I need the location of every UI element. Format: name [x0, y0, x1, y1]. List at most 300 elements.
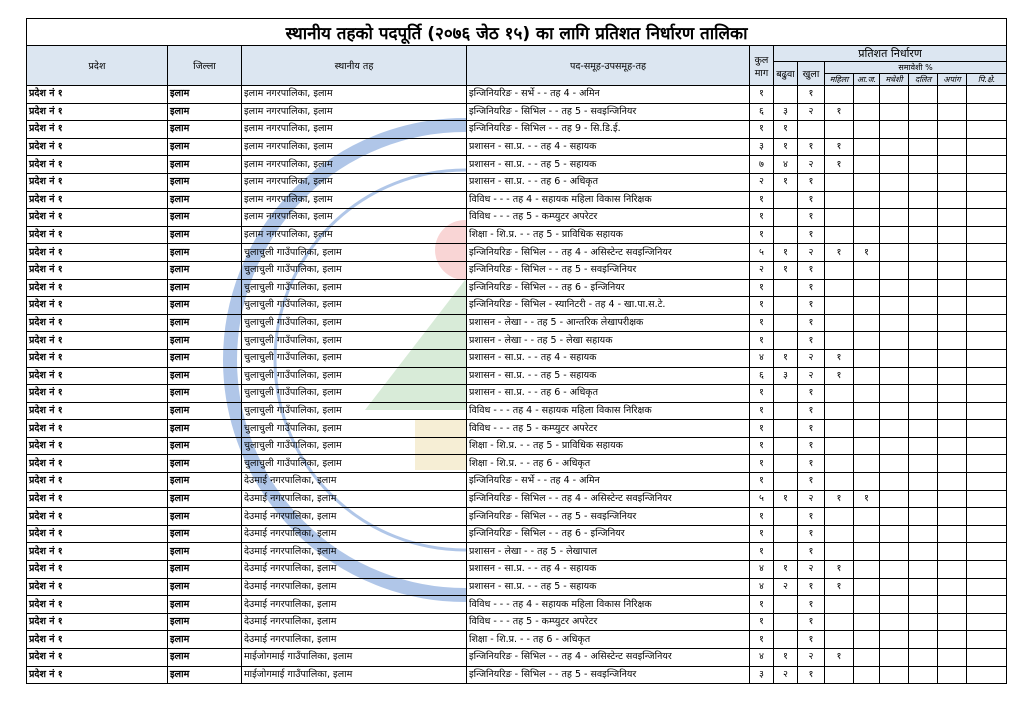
cell-district: इलाम	[168, 385, 242, 403]
cell-disabled	[938, 420, 967, 438]
table-row	[27, 385, 1007, 403]
cell-promotion	[774, 631, 798, 649]
table-row	[27, 437, 1007, 455]
cell-disabled	[938, 332, 967, 350]
cell-backward	[967, 473, 1007, 491]
cell-province: प्रदेश नं १	[27, 191, 168, 209]
cell-backward	[967, 173, 1007, 191]
table-row	[27, 103, 1007, 121]
cell-local-level: चुलाचुली गाउँपालिका, इलाम	[242, 349, 467, 367]
cell-disabled	[938, 86, 967, 104]
cell-madhesi	[880, 297, 909, 315]
cell-disabled	[938, 649, 967, 667]
cell-promotion: १	[774, 349, 798, 367]
cell-local-level: इलाम नगरपालिका, इलाम	[242, 86, 467, 104]
cell-total-demand: ३	[750, 666, 774, 684]
cell-women	[825, 261, 854, 279]
cell-promotion	[774, 332, 798, 350]
cell-post: प्रशासन - सा.प्र. - - तह 5 - सहायक	[467, 578, 750, 596]
cell-backward	[967, 437, 1007, 455]
cell-aa-ja	[854, 666, 880, 684]
cell-total-demand: १	[750, 596, 774, 614]
cell-district: इलाम	[168, 191, 242, 209]
table-row	[27, 314, 1007, 332]
cell-backward	[967, 332, 1007, 350]
cell-open: २	[798, 349, 825, 367]
cell-post: इन्जिनियरिङ - सिभिल - - तह 5 - सवइन्जिनियर	[467, 103, 750, 121]
cell-post: शिक्षा - शि.प्र. - - तह 6 - अधिकृत	[467, 455, 750, 473]
cell-madhesi	[880, 173, 909, 191]
header-open: खुला	[798, 62, 825, 86]
cell-aa-ja	[854, 173, 880, 191]
cell-aa-ja: १	[854, 244, 880, 262]
cell-madhesi	[880, 543, 909, 561]
cell-promotion: १	[774, 649, 798, 667]
cell-province: प्रदेश नं १	[27, 209, 168, 227]
cell-madhesi	[880, 121, 909, 139]
cell-women	[825, 385, 854, 403]
cell-aa-ja	[854, 314, 880, 332]
cell-madhesi	[880, 314, 909, 332]
table-row	[27, 261, 1007, 279]
cell-district: इलाम	[168, 420, 242, 438]
cell-total-demand: १	[750, 437, 774, 455]
cell-aa-ja	[854, 349, 880, 367]
header-post: पद-समूह-उपसमूह-तह	[467, 46, 750, 86]
cell-province: प्रदेश नं १	[27, 367, 168, 385]
cell-women	[825, 297, 854, 315]
cell-disabled	[938, 261, 967, 279]
cell-disabled	[938, 473, 967, 491]
table-row	[27, 121, 1007, 139]
cell-province: प्रदेश नं १	[27, 525, 168, 543]
cell-local-level: चुलाचुली गाउँपालिका, इलाम	[242, 332, 467, 350]
cell-madhesi	[880, 279, 909, 297]
cell-dalit	[909, 226, 938, 244]
cell-province: प्रदेश नं १	[27, 226, 168, 244]
cell-total-demand: २	[750, 173, 774, 191]
cell-post: शिक्षा - शि.प्र. - - तह 5 - प्राविधिक सहायक	[467, 437, 750, 455]
cell-promotion	[774, 209, 798, 227]
cell-dalit	[909, 596, 938, 614]
cell-promotion: १	[774, 173, 798, 191]
cell-backward	[967, 244, 1007, 262]
table-row	[27, 543, 1007, 561]
cell-total-demand: १	[750, 314, 774, 332]
cell-local-level: चुलाचुली गाउँपालिका, इलाम	[242, 314, 467, 332]
cell-open: १	[798, 666, 825, 684]
cell-open: १	[798, 314, 825, 332]
cell-district: इलाम	[168, 649, 242, 667]
cell-women	[825, 613, 854, 631]
cell-dalit	[909, 437, 938, 455]
cell-province: प्रदेश नं १	[27, 437, 168, 455]
cell-district: इलाम	[168, 349, 242, 367]
cell-post: विविध - - - तह 4 - सहायक महिला विकास निरिक्षक	[467, 402, 750, 420]
cell-backward	[967, 525, 1007, 543]
cell-local-level: माईजोगमाई गाउँपालिका, इलाम	[242, 649, 467, 667]
cell-aa-ja	[854, 578, 880, 596]
cell-open: १	[798, 473, 825, 491]
cell-post: इन्जिनियरिङ - सिभिल - - तह 5 - सवइन्जिनियर	[467, 508, 750, 526]
cell-women	[825, 437, 854, 455]
cell-post: इन्जिनियरिङ - सिभिल - - तह 4 - असिस्टेन्ट सवइन्जिनियर	[467, 244, 750, 262]
cell-promotion: ४	[774, 156, 798, 174]
cell-aa-ja: १	[854, 490, 880, 508]
cell-post: प्रशासन - सा.प्र. - - तह 4 - सहायक	[467, 138, 750, 156]
cell-dalit	[909, 402, 938, 420]
cell-aa-ja	[854, 121, 880, 139]
cell-women	[825, 86, 854, 104]
cell-province: प्रदेश नं १	[27, 543, 168, 561]
cell-total-demand: १	[750, 332, 774, 350]
cell-promotion: १	[774, 261, 798, 279]
cell-district: इलाम	[168, 103, 242, 121]
cell-madhesi	[880, 473, 909, 491]
cell-women	[825, 596, 854, 614]
header-total-demand: कुल माग	[750, 46, 774, 86]
cell-promotion	[774, 86, 798, 104]
cell-dalit	[909, 121, 938, 139]
cell-backward	[967, 420, 1007, 438]
cell-province: प्रदेश नं १	[27, 244, 168, 262]
cell-dalit	[909, 525, 938, 543]
cell-open: १	[798, 138, 825, 156]
cell-province: प्रदेश नं १	[27, 420, 168, 438]
cell-aa-ja	[854, 385, 880, 403]
cell-madhesi	[880, 209, 909, 227]
cell-backward	[967, 613, 1007, 631]
cell-women	[825, 226, 854, 244]
cell-aa-ja	[854, 279, 880, 297]
cell-madhesi	[880, 261, 909, 279]
cell-province: प्रदेश नं १	[27, 490, 168, 508]
cell-total-demand: ४	[750, 561, 774, 579]
cell-aa-ja	[854, 613, 880, 631]
cell-women	[825, 525, 854, 543]
cell-disabled	[938, 385, 967, 403]
cell-aa-ja	[854, 261, 880, 279]
cell-open: १	[798, 173, 825, 191]
table-row	[27, 244, 1007, 262]
cell-aa-ja	[854, 437, 880, 455]
cell-open: १	[798, 297, 825, 315]
cell-dalit	[909, 279, 938, 297]
cell-province: प्रदेश नं १	[27, 156, 168, 174]
cell-province: प्रदेश नं १	[27, 402, 168, 420]
cell-total-demand: १	[750, 297, 774, 315]
cell-district: इलाम	[168, 209, 242, 227]
cell-dalit	[909, 297, 938, 315]
cell-local-level: देउमाई नगरपालिका, इलाम	[242, 596, 467, 614]
cell-disabled	[938, 561, 967, 579]
cell-madhesi	[880, 649, 909, 667]
table-row	[27, 613, 1007, 631]
cell-women: १	[825, 156, 854, 174]
cell-district: इलाम	[168, 314, 242, 332]
cell-aa-ja	[854, 455, 880, 473]
cell-women	[825, 473, 854, 491]
cell-women: १	[825, 649, 854, 667]
cell-backward	[967, 297, 1007, 315]
cell-backward	[967, 86, 1007, 104]
percentage-table-sheet	[26, 18, 1006, 684]
cell-open: १	[798, 279, 825, 297]
header-backward: पि.क्षे.	[967, 74, 1007, 86]
cell-total-demand: ७	[750, 156, 774, 174]
cell-local-level: चुलाचुली गाउँपालिका, इलाम	[242, 385, 467, 403]
cell-dalit	[909, 349, 938, 367]
cell-total-demand: ६	[750, 103, 774, 121]
cell-backward	[967, 631, 1007, 649]
cell-promotion	[774, 543, 798, 561]
cell-backward	[967, 314, 1007, 332]
cell-total-demand: २	[750, 261, 774, 279]
cell-post: विविध - - - तह 5 - कम्प्युटर अपरेटर	[467, 420, 750, 438]
table-row	[27, 420, 1007, 438]
cell-total-demand: १	[750, 525, 774, 543]
table-row	[27, 86, 1007, 104]
cell-local-level: देउमाई नगरपालिका, इलाम	[242, 473, 467, 491]
cell-total-demand: १	[750, 631, 774, 649]
cell-province: प्रदेश नं १	[27, 297, 168, 315]
cell-total-demand: १	[750, 455, 774, 473]
cell-aa-ja	[854, 420, 880, 438]
cell-disabled	[938, 103, 967, 121]
cell-local-level: चुलाचुली गाउँपालिका, इलाम	[242, 420, 467, 438]
cell-province: प्रदेश नं १	[27, 121, 168, 139]
table-row	[27, 631, 1007, 649]
cell-post: इन्जिनियरिङ - सिभिल - - तह 4 - असिस्टेन्ट सवइन्जिनियर	[467, 649, 750, 667]
cell-madhesi	[880, 561, 909, 579]
cell-promotion: १	[774, 490, 798, 508]
header-madhesi: मधेशी	[880, 74, 909, 86]
cell-local-level: देउमाई नगरपालिका, इलाम	[242, 561, 467, 579]
cell-open: १	[798, 209, 825, 227]
cell-province: प्रदेश नं १	[27, 666, 168, 684]
cell-promotion	[774, 473, 798, 491]
cell-backward	[967, 490, 1007, 508]
cell-local-level: देउमाई नगरपालिका, इलाम	[242, 490, 467, 508]
table-row	[27, 191, 1007, 209]
cell-disabled	[938, 279, 967, 297]
cell-district: इलाम	[168, 508, 242, 526]
cell-dalit	[909, 631, 938, 649]
cell-total-demand: ४	[750, 649, 774, 667]
cell-total-demand: १	[750, 279, 774, 297]
cell-province: प्रदेश नं १	[27, 314, 168, 332]
cell-promotion: ३	[774, 367, 798, 385]
cell-disabled	[938, 297, 967, 315]
cell-district: इलाम	[168, 490, 242, 508]
cell-madhesi	[880, 420, 909, 438]
cell-local-level: माईजोगमाई गाउँपालिका, इलाम	[242, 666, 467, 684]
cell-post: प्रशासन - सा.प्र. - - तह 6 - अधिकृत	[467, 173, 750, 191]
table-row	[27, 490, 1007, 508]
header-aa-ja: आ.ज.	[854, 74, 880, 86]
cell-post: प्रशासन - लेखा - - तह 5 - लेखा सहायक	[467, 332, 750, 350]
cell-women	[825, 402, 854, 420]
cell-women	[825, 314, 854, 332]
cell-open: १	[798, 261, 825, 279]
cell-disabled	[938, 613, 967, 631]
cell-aa-ja	[854, 332, 880, 350]
cell-local-level: चुलाचुली गाउँपालिका, इलाम	[242, 367, 467, 385]
cell-post: प्रशासन - सा.प्र. - - तह 6 - अधिकृत	[467, 385, 750, 403]
cell-district: इलाम	[168, 455, 242, 473]
cell-district: इलाम	[168, 226, 242, 244]
cell-backward	[967, 138, 1007, 156]
cell-disabled	[938, 226, 967, 244]
cell-promotion	[774, 437, 798, 455]
cell-dalit	[909, 332, 938, 350]
cell-dalit	[909, 649, 938, 667]
cell-district: इलाम	[168, 543, 242, 561]
cell-backward	[967, 578, 1007, 596]
cell-province: प्रदेश नं १	[27, 349, 168, 367]
cell-women: १	[825, 367, 854, 385]
cell-local-level: देउमाई नगरपालिका, इलाम	[242, 578, 467, 596]
cell-aa-ja	[854, 226, 880, 244]
cell-aa-ja	[854, 561, 880, 579]
cell-post: विविध - - - तह 5 - कम्प्युटर अपरेटर	[467, 209, 750, 227]
cell-total-demand: १	[750, 121, 774, 139]
cell-aa-ja	[854, 297, 880, 315]
cell-madhesi	[880, 349, 909, 367]
cell-local-level: इलाम नगरपालिका, इलाम	[242, 226, 467, 244]
cell-district: इलाम	[168, 473, 242, 491]
cell-disabled	[938, 578, 967, 596]
cell-promotion	[774, 385, 798, 403]
cell-dalit	[909, 473, 938, 491]
cell-women	[825, 455, 854, 473]
cell-open: १	[798, 613, 825, 631]
cell-post: इन्जिनियरिङ - सर्भे - - तह 4 - अमिन	[467, 473, 750, 491]
cell-district: इलाम	[168, 261, 242, 279]
cell-disabled	[938, 209, 967, 227]
table-row	[27, 226, 1007, 244]
table-row	[27, 156, 1007, 174]
cell-women: १	[825, 138, 854, 156]
cell-province: प्रदेश नं १	[27, 279, 168, 297]
cell-province: प्रदेश नं १	[27, 138, 168, 156]
cell-aa-ja	[854, 543, 880, 561]
cell-women	[825, 121, 854, 139]
cell-backward	[967, 191, 1007, 209]
cell-open: १	[798, 596, 825, 614]
cell-promotion	[774, 297, 798, 315]
cell-open: १	[798, 437, 825, 455]
cell-disabled	[938, 138, 967, 156]
cell-local-level: चुलाचुली गाउँपालिका, इलाम	[242, 297, 467, 315]
table-row	[27, 596, 1007, 614]
cell-backward	[967, 649, 1007, 667]
cell-open: २	[798, 649, 825, 667]
cell-aa-ja	[854, 191, 880, 209]
header-district: जिल्ला	[168, 46, 242, 86]
cell-local-level: चुलाचुली गाउँपालिका, इलाम	[242, 244, 467, 262]
cell-promotion	[774, 508, 798, 526]
cell-backward	[967, 596, 1007, 614]
cell-aa-ja	[854, 473, 880, 491]
cell-backward	[967, 209, 1007, 227]
cell-district: इलाम	[168, 666, 242, 684]
cell-backward	[967, 367, 1007, 385]
cell-open: १	[798, 385, 825, 403]
cell-local-level: देउमाई नगरपालिका, इलाम	[242, 508, 467, 526]
cell-backward	[967, 121, 1007, 139]
cell-total-demand: १	[750, 385, 774, 403]
cell-total-demand: १	[750, 473, 774, 491]
cell-dalit	[909, 86, 938, 104]
cell-province: प्रदेश नं १	[27, 86, 168, 104]
cell-backward	[967, 156, 1007, 174]
cell-women: १	[825, 244, 854, 262]
cell-disabled	[938, 508, 967, 526]
cell-total-demand: ५	[750, 490, 774, 508]
table-row	[27, 367, 1007, 385]
cell-post: विविध - - - तह 5 - कम्प्युटर अपरेटर	[467, 613, 750, 631]
cell-madhesi	[880, 226, 909, 244]
table-row	[27, 209, 1007, 227]
header-women: महिला	[825, 74, 854, 86]
cell-promotion	[774, 613, 798, 631]
cell-post: विविध - - - तह 4 - सहायक महिला विकास निरिक्षक	[467, 596, 750, 614]
cell-local-level: देउमाई नगरपालिका, इलाम	[242, 543, 467, 561]
header-province: प्रदेश	[27, 46, 168, 86]
cell-promotion: २	[774, 578, 798, 596]
cell-dalit	[909, 138, 938, 156]
cell-province: प्रदेश नं १	[27, 631, 168, 649]
cell-dalit	[909, 261, 938, 279]
cell-district: इलाम	[168, 402, 242, 420]
cell-madhesi	[880, 103, 909, 121]
cell-madhesi	[880, 455, 909, 473]
cell-aa-ja	[854, 138, 880, 156]
cell-post: प्रशासन - लेखा - - तह 5 - आन्तरिक लेखापरीक्षक	[467, 314, 750, 332]
cell-promotion	[774, 525, 798, 543]
cell-backward	[967, 543, 1007, 561]
cell-open: २	[798, 103, 825, 121]
cell-women	[825, 332, 854, 350]
cell-open: २	[798, 156, 825, 174]
cell-open: १	[798, 191, 825, 209]
cell-backward	[967, 666, 1007, 684]
cell-promotion	[774, 420, 798, 438]
cell-district: इलाम	[168, 332, 242, 350]
cell-open: २	[798, 490, 825, 508]
cell-madhesi	[880, 385, 909, 403]
table-row	[27, 402, 1007, 420]
cell-local-level: इलाम नगरपालिका, इलाम	[242, 103, 467, 121]
cell-post: प्रशासन - सा.प्र. - - तह 5 - सहायक	[467, 367, 750, 385]
cell-madhesi	[880, 86, 909, 104]
cell-backward	[967, 226, 1007, 244]
cell-promotion	[774, 596, 798, 614]
cell-promotion	[774, 455, 798, 473]
cell-promotion	[774, 279, 798, 297]
cell-disabled	[938, 244, 967, 262]
table-row	[27, 349, 1007, 367]
cell-aa-ja	[854, 508, 880, 526]
cell-madhesi	[880, 666, 909, 684]
cell-dalit	[909, 103, 938, 121]
cell-open	[798, 121, 825, 139]
cell-women	[825, 420, 854, 438]
cell-dalit	[909, 156, 938, 174]
cell-dalit	[909, 209, 938, 227]
cell-disabled	[938, 631, 967, 649]
